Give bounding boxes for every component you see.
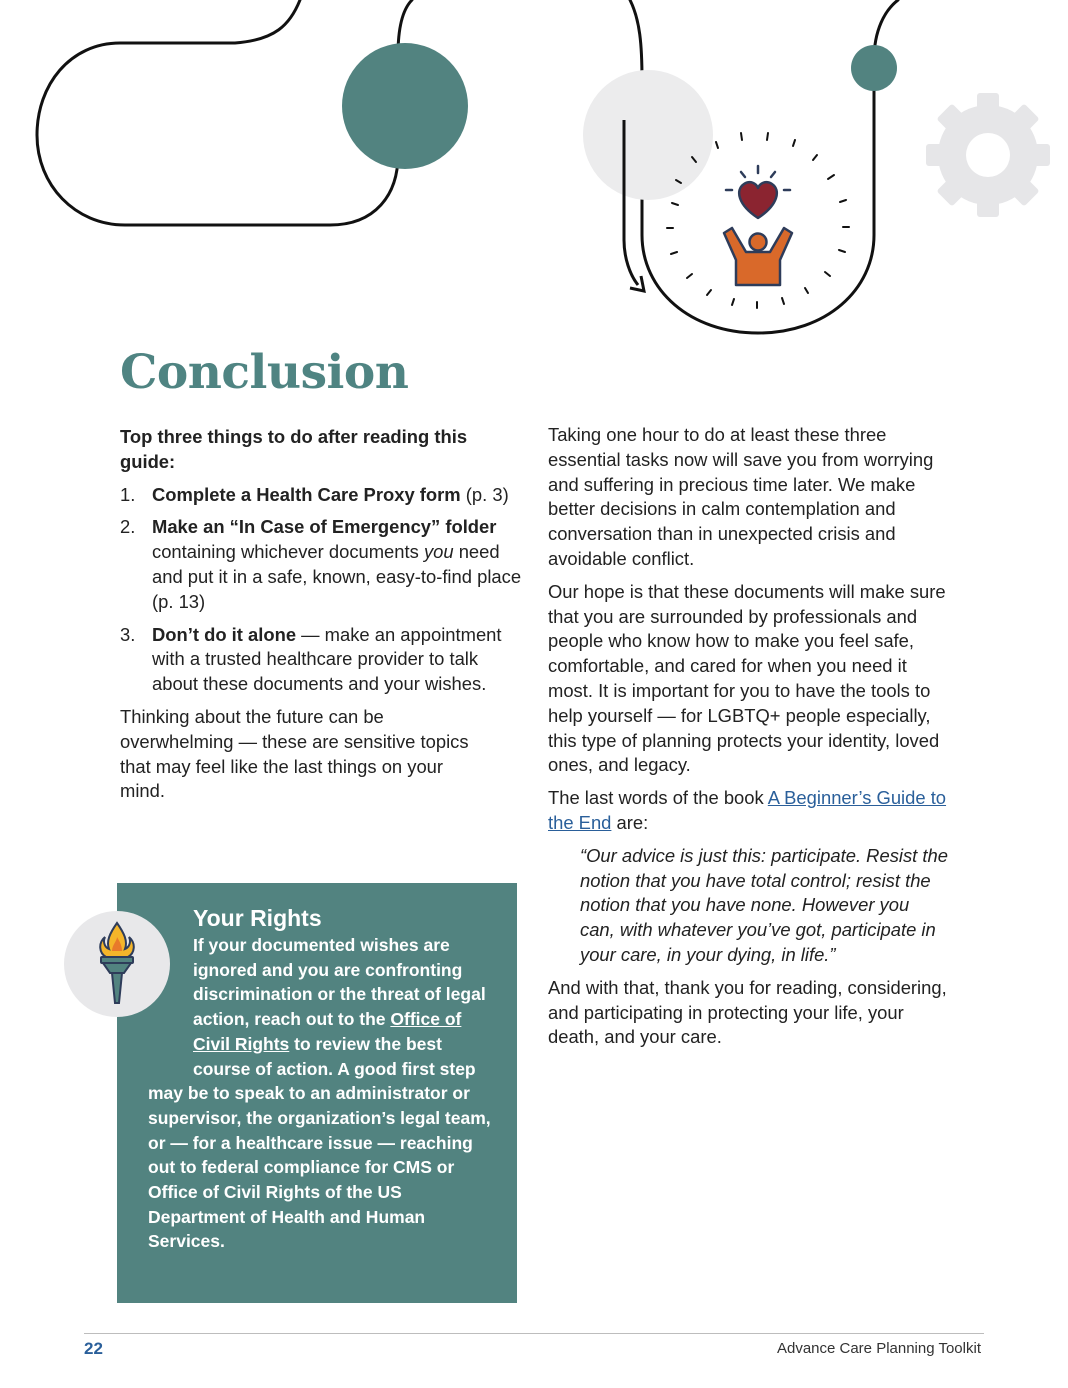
your-rights-body: If your documented wishes are ignored and you are confronting discrimination or the threat of legal action, reach out to the: [193, 935, 486, 1030]
step-title: Don’t do it alone: [152, 623, 297, 645]
book-intro: The last words of the book: [548, 787, 768, 809]
heart-icon: [726, 166, 790, 218]
step-emphasis: you: [423, 541, 454, 563]
list-item: [120, 515, 525, 614]
your-rights-heading: Your Rights: [193, 905, 322, 931]
torch-badge: [64, 911, 170, 1017]
step-detail: (p. 3): [460, 483, 509, 505]
teal-circle-small: [851, 45, 897, 91]
step-detail: — make an appointment with a trusted healthcare provider to talk about these documents and your wishes.: [152, 623, 502, 695]
right-column: [548, 423, 948, 1058]
right-paragraph-2: Our hope is that these documents will make sure that you are surrounded by professionals and people who know how to make you feel safe, comfortable, and cared for when you need it most. It is important for you to have the tools to help yourself — for LGBTQ+ people especially, this type of planning protects your identity, loved ones, and legacy.: [548, 580, 946, 776]
right-paragraph-1: Taking one hour to do at least these three essential tasks now will save you from worrying and suffering in precious time later. We make better decisions in calm contemplation and conversation than in unexpected crisis and avoidable conflict.: [548, 424, 934, 569]
list-item: [120, 623, 525, 697]
torch-icon: [64, 911, 170, 1017]
your-rights-text: [148, 933, 498, 1254]
closing-paragraph: Thinking about the future can be overwhelming — these are sensitive topics that may feel like the last things on your mind.: [120, 705, 469, 802]
your-rights-callout: [117, 883, 517, 1303]
steps-list: [120, 483, 525, 697]
your-rights-body-cont: to review the best course of action. A good first step may be to speak to an administrator or supervisor, the organization’s legal team, or — for a healthcare issue — reaching out to federal compliance for CMS or Office of Civil Rights of the US Department of Health and Human Services.: [148, 1033, 491, 1252]
book-quote: “Our advice is just this: participate. Resist the notion that you have total control; resist the notion that you have none. However you can, with whatever you’ve got, participate in your care, in your dying, in life.”: [580, 844, 948, 965]
step-title: Make an “In Case of Emergency” folder: [152, 516, 497, 538]
footer-divider: [84, 1333, 984, 1334]
book-intro-end: are:: [611, 811, 649, 833]
gray-circle: [583, 70, 713, 200]
footer-document-title: Advance Care Planning Toolkit: [776, 1340, 981, 1357]
step-number: 3.: [120, 623, 136, 645]
office-of-civil-rights-link[interactable]: Office of Civil Rights: [193, 1009, 462, 1054]
step-number: 1.: [120, 483, 136, 505]
step-title: Complete a Health Care Proxy form: [152, 483, 461, 505]
left-column: [120, 425, 525, 812]
header-illustration: [0, 0, 1068, 345]
page-number: 22: [84, 1339, 103, 1358]
raised-arms-person-icon: [724, 228, 792, 285]
right-paragraph-3: [548, 786, 948, 836]
gear-icon: [926, 93, 1050, 217]
step-detail: containing whichever documents: [152, 541, 424, 563]
book-link[interactable]: A Beginner’s Guide to the End: [548, 787, 947, 833]
right-paragraph-4: And with that, thank you for reading, considering, and participating in protecting your life, your death, and your care.: [548, 976, 947, 1048]
steps-intro: Top three things to do after reading this guide:: [120, 426, 468, 472]
step-number: 2.: [120, 516, 136, 538]
teal-circle-large: [342, 43, 468, 169]
step-detail: need and put it in a safe, known, easy-to-find place (p. 13): [152, 541, 522, 612]
page-title: Conclusion: [120, 345, 409, 400]
list-item: [120, 483, 525, 508]
